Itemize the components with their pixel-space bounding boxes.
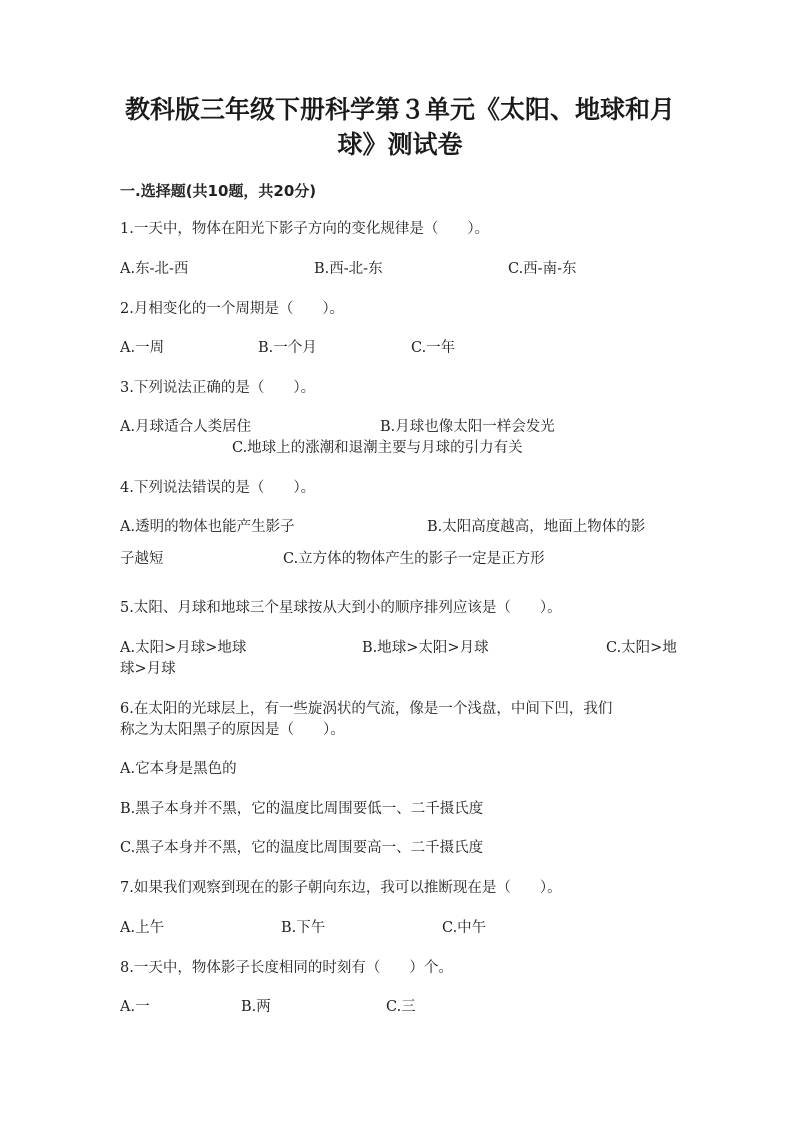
section-heading: 一.选择题(共10题，共20分) (120, 182, 317, 200)
question-8-stem: 8.一天中，物体影子长度相同的时刻有（ ）个。 (120, 960, 453, 976)
question-2-option-a: A.一周 (120, 340, 165, 356)
question-4-stem: 4.下列说法错误的是（ ）。 (120, 480, 316, 496)
question-1-option-b: B.西-北-东 (314, 261, 383, 277)
question-7-option-a: A.上午 (120, 920, 165, 936)
page-title-line-2: 球》测试卷 (337, 130, 463, 159)
question-1-option-a: A.东-北-西 (120, 261, 189, 277)
question-3-option-b: B.月球也像太阳一样会发光 (380, 419, 555, 435)
question-1-stem: 1.一天中，物体在阳光下影子方向的变化规律是（ ）。 (120, 221, 490, 237)
question-8-option-a: A.一 (120, 999, 150, 1015)
question-6-stem: 6.在太阳的光球层上，有一些旋涡状的气流，像是一个浅盘，中间下凹，我们 (120, 701, 613, 717)
question-7-stem: 7.如果我们观察到现在的影子朝向东边，我可以推断现在是（ ）。 (120, 880, 562, 896)
question-8-option-c: C.三 (386, 999, 416, 1015)
question-4-option-b-cont: 子越短 (120, 551, 164, 567)
question-6-stem-cont: 称之为太阳黑子的原因是（ ）。 (120, 722, 345, 738)
question-5-option-b: B.地球>太阳>月球 (362, 640, 489, 656)
question-2-stem: 2.月相变化的一个周期是（ ）。 (120, 301, 345, 317)
question-3-option-c: C.地球上的涨潮和退潮主要与月球的引力有关 (232, 440, 523, 456)
question-5-option-a: A.太阳>月球>地球 (120, 640, 247, 656)
question-7-option-c: C.中午 (442, 920, 487, 936)
question-6-option-c: C.黑子本身并不黑，它的温度比周围要高一、二千摄氏度 (120, 840, 484, 856)
question-6-option-a: A.它本身是黑色的 (120, 761, 237, 777)
question-3-stem: 3.下列说法正确的是（ ）。 (120, 380, 316, 396)
question-6-option-b: B.黑子本身并不黑，它的温度比周围要低一、二千摄氏度 (120, 801, 484, 817)
question-1-option-c: C.西-南-东 (508, 261, 577, 277)
question-7-option-b: B.下午 (281, 920, 326, 936)
question-4-option-a: A.透明的物体也能产生影子 (120, 519, 295, 535)
question-4-option-c: C.立方体的物体产生的影子一定是正方形 (283, 551, 545, 567)
question-8-option-b: B.两 (241, 999, 271, 1015)
page-title-line-1: 教科版三年级下册科学第３单元《太阳、地球和月 (124, 95, 675, 124)
question-5-stem: 5.太阳、月球和地球三个星球按从大到小的顺序排列应该是（ ）。 (120, 600, 562, 616)
question-5-option-c-cont: 球>月球 (120, 661, 176, 677)
question-3-option-a: A.月球适合人类居住 (120, 419, 252, 435)
question-4-option-b: B.太阳高度越高，地面上物体的影 (427, 519, 646, 535)
question-2-option-b: B.一个月 (258, 340, 317, 356)
question-5-option-c: C.太阳>地 (606, 640, 677, 656)
question-2-option-c: C.一年 (411, 340, 456, 356)
